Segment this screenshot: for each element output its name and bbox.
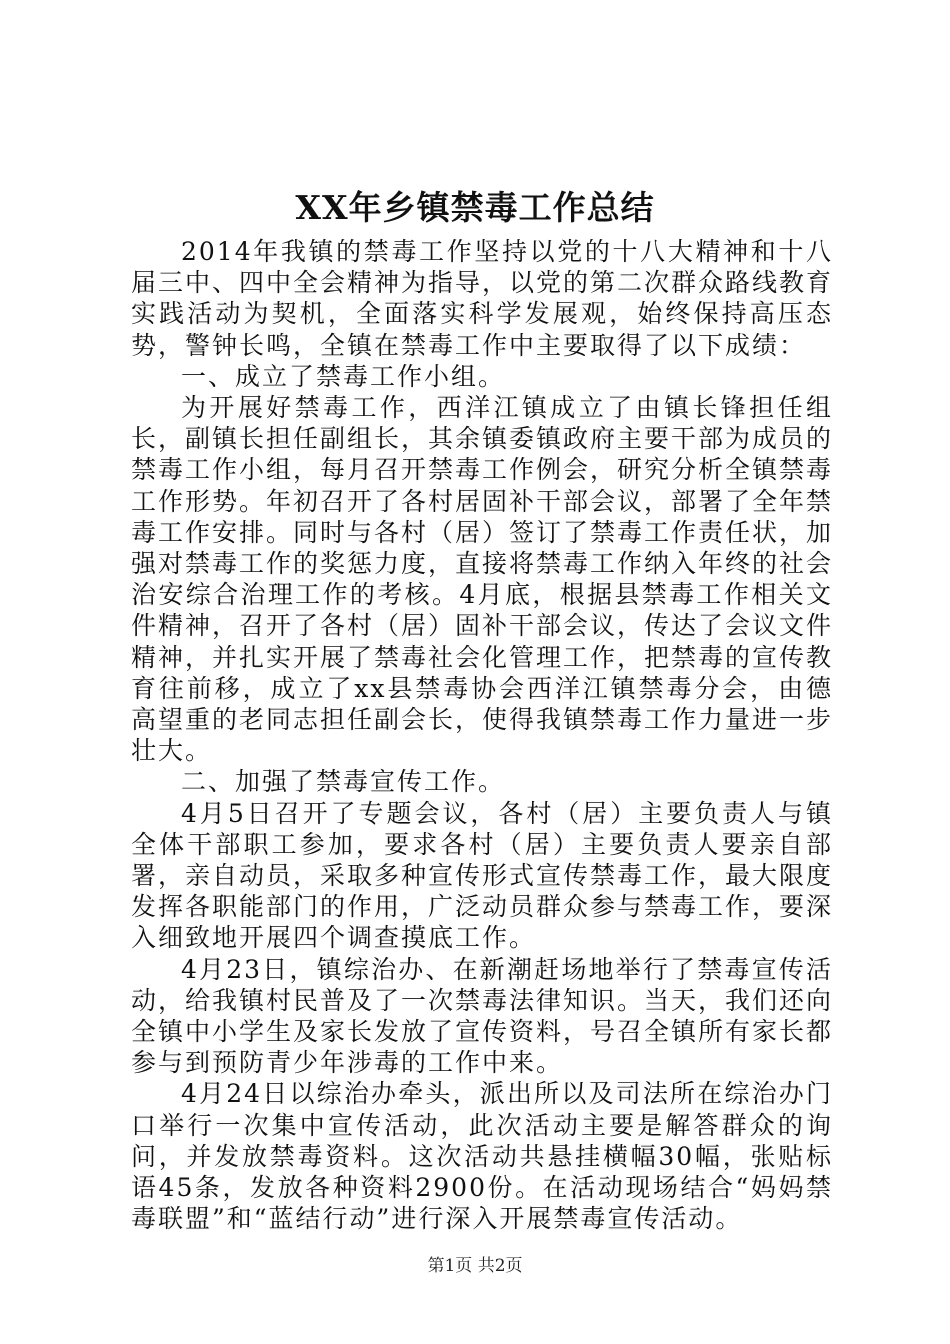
section-2-paragraph-2: 4月23日，镇综治办、在新潮赶场地举行了禁毒宣传活动，给我镇村民普及了一次禁毒法律知识。当天，我们还向全镇中小学生及家长发放了宣传资料，号召全镇所有家长都参与到预防青少年涉毒的工作中来。: [131, 954, 834, 1078]
page-footer: 第1页 共2页: [427, 1256, 523, 1276]
section-2-paragraph-1: 4月5日召开了专题会议，各村（居）主要负责人与镇全体干部职工参加，要求各村（居）主要负责人要亲自部署，亲自动员，采取多种宣传形式宣传禁毒工作，最大限度发挥各职能部门的作用，广泛动员群众参与禁毒工作，要深入细致地开展四个调查摸底工作。: [131, 798, 834, 953]
intro-paragraph: 2014年我镇的禁毒工作坚持以党的十八大精神和十八届三中、四中全会精神为指导，以党的第二次群众路线教育实践活动为契机，全面落实科学发展观，始终保持高压态势，警钟长鸣，全镇在禁毒工作中主要取得了以下成绩：: [131, 237, 834, 360]
section-1-paragraph: 为开展好禁毒工作，西洋江镇成立了由镇长锋担任组长，副镇长担任副组长，其余镇委镇政府主要干部为成员的禁毒工作小组，每月召开禁毒工作例会，研究分析全镇禁毒工作形势。年初召开了各村居固补干部会议，部署了全年禁毒工作安排。同时与各村（居）签订了禁毒工作责任状，加强对禁毒工作的奖惩力度，直接将禁毒工作纳入年终的社会治安综合治理工作的考核。4月底，根据县禁毒工作相关文件精神，召开了各村（居）固补干部会议，传达了会议文件精神，并扎实开展了禁毒社会化管理工作，把禁毒的宣传教育往前移，成立了xx县禁毒协会西洋江镇禁毒分会，由德高望重的老同志担任副会长，使得我镇禁毒工作力量进一步壮大。: [131, 393, 834, 766]
section-2-paragraph-3: 4月24日以综治办牵头，派出所以及司法所在综治办门口举行一次集中宣传活动，此次活动主要是解答群众的询问，并发放禁毒资料。这次活动共悬挂横幅30幅，张贴标语45条，发放各种资料2900份。在活动现场结合“妈妈禁毒联盟”和“蓝结行动”进行深入开展禁毒宣传活动。: [131, 1079, 833, 1234]
section-heading-2: 二、加强了禁毒宣传工作。: [181, 767, 506, 797]
section-heading-1: 一、成立了禁毒工作小组。: [181, 361, 506, 391]
document-body: [131, 236, 833, 1235]
page-title: XX年乡镇禁毒工作总结: [295, 188, 655, 227]
